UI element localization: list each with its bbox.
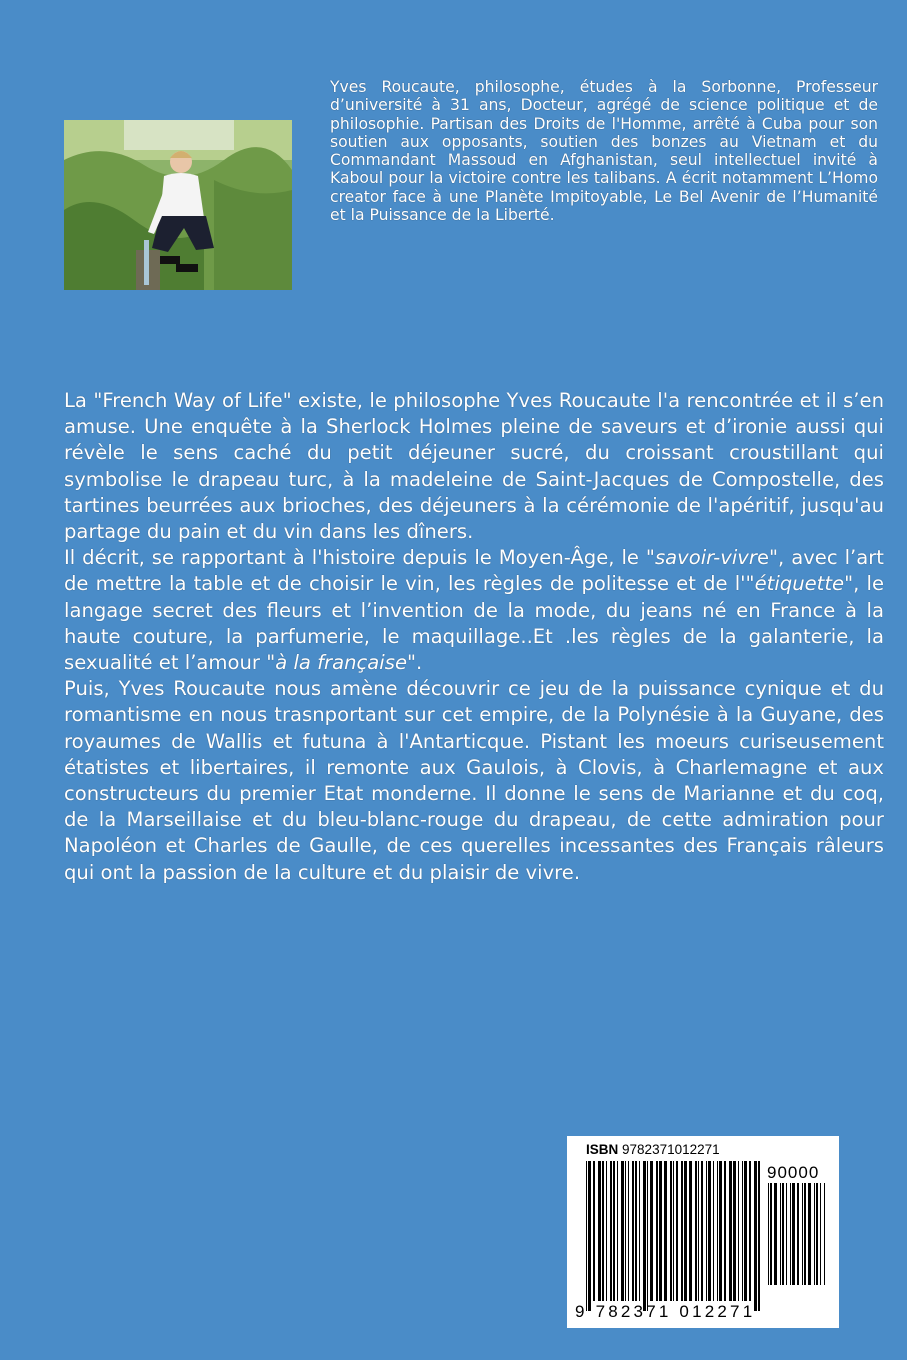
barcode-bar — [701, 1161, 703, 1301]
barcode-bar — [774, 1183, 777, 1285]
barcode-bar — [610, 1161, 612, 1301]
barcode-bar — [802, 1183, 803, 1285]
barcode-bar — [602, 1161, 604, 1301]
barcode-bar — [792, 1183, 795, 1285]
ean13-barcode — [586, 1161, 761, 1311]
barcode-bar — [659, 1161, 662, 1301]
barcode-bar — [639, 1161, 640, 1301]
barcode-bar — [689, 1161, 692, 1301]
author-bio: Yves Roucaute, philosophe, études à la Sorbonne, Professeur d’université à 31 ans, Docteur, agrégé de science politique et de philosophie. Partisan des Droits de l'Homme, arrêté à Cuba pour son soutien aux opposants, soutien des bonzes au Vietnam et du Commandant Massoud en Afghanistan, seul intellectuel invité à Kaboul pour la victoire contre les talibans. A écrit notamment L’Homo creator face à une Planète Impitoyable, Le Bel Avenir de l’Humanité et la Puissance de la Liberté. — [330, 78, 878, 225]
barcode-bar — [664, 1161, 667, 1301]
barcode-bar — [744, 1161, 747, 1301]
barcode-bar — [724, 1161, 726, 1301]
barcode-bar — [713, 1161, 714, 1301]
barcode-bar — [816, 1183, 818, 1285]
barcode-bar — [749, 1161, 751, 1301]
barcode-bar — [613, 1161, 615, 1301]
barcode-bar — [632, 1161, 634, 1301]
barcode-bar — [729, 1161, 732, 1301]
barcode-bar — [708, 1161, 711, 1301]
barcode-bar — [780, 1183, 781, 1285]
barcode-bar — [733, 1161, 736, 1301]
author-photo — [64, 120, 292, 290]
description-paragraph-3: Puis, Yves Roucaute nous amène découvrir ce jeu de la puissance cynique et du romantisme en nous trasnportant sur cet empire, de la Polynésie à la Guyane, des royaumes de Wallis et futuna à l'Antarticque. Pistant les moeurs curiseusement étatistes et libertaires, il remonte aux Gaulois, à Clovis, à Charlemagne et aux constructeurs du premier Etat monderne. Il donne le sens de Marianne et du coq, de la Marseillaise et du bleu-blanc-rouge du drapeau, de cette admiration pour Napoléon et Charles de Gaulle, de ces querelles incessantes des Français râleurs qui ont la passion de la culture et du plaisir de vivre. — [64, 677, 884, 884]
price-addon-barcode — [768, 1183, 828, 1303]
barcode-bar — [790, 1183, 791, 1285]
barcode-bar — [824, 1183, 825, 1285]
barcode-bar — [586, 1161, 587, 1311]
barcode-bar — [717, 1161, 718, 1301]
barcode-bar — [814, 1183, 815, 1285]
barcode-bar — [643, 1161, 646, 1311]
barcode-bar — [617, 1161, 618, 1301]
barcode-bar — [647, 1161, 648, 1311]
isbn-label: ISBN 9782371012271 — [586, 1142, 720, 1157]
barcode-bar — [820, 1183, 821, 1285]
barcode-bar — [670, 1161, 672, 1301]
description-paragraph-2: Il décrit, se rapportant à l'histoire depuis le Moyen-Âge, le "savoir-vivre", avec l’art de mettre la table et de choisir le vin, les règles de politesse et de l'"étiquette", le langage secret des fleurs et l’invention de la mode, du jeans né en France à la haute couture, la parfumerie, le maquillage..Et .les règles de la galanterie, la sexualité et l’amour "à la française". — [64, 546, 884, 675]
barcode-bar — [770, 1183, 772, 1285]
barcode-bar — [768, 1183, 769, 1285]
barcode-bar — [684, 1161, 687, 1301]
barcode-bar — [621, 1161, 624, 1301]
barcode-bar — [742, 1161, 743, 1301]
barcode-bar — [606, 1161, 607, 1301]
barcode-bar — [706, 1161, 707, 1301]
barcode-bar — [625, 1161, 626, 1301]
barcode-bar — [738, 1161, 739, 1301]
barcode-bar — [758, 1161, 760, 1311]
price-code: 90000 — [767, 1163, 820, 1182]
barcode-bar — [593, 1161, 595, 1301]
barcode-bar — [698, 1161, 699, 1301]
barcode-bar — [681, 1161, 683, 1301]
barcode-bar — [719, 1161, 722, 1301]
barcode-bar — [635, 1161, 637, 1301]
barcode-bar — [656, 1161, 658, 1301]
barcode-bar — [588, 1161, 591, 1311]
barcode-bar — [754, 1161, 757, 1311]
barcode-bar — [695, 1161, 697, 1301]
barcode-bar — [676, 1161, 678, 1301]
barcode-area — [567, 1136, 839, 1328]
barcode-bar — [673, 1161, 674, 1301]
barcode-bar — [650, 1161, 653, 1301]
barcode-bar — [786, 1183, 787, 1285]
barcode-bar — [628, 1161, 629, 1301]
description-paragraph-1: La "French Way of Life" existe, le philosophe Yves Roucaute l'a rencontrée et il s’en amuse. Une enquête à la Sherlock Holmes pleine de saveurs et d’ironie aussi qui révèle le sens caché du petit déjeuner sucré, du croissant croustillant qui symbolise le drapeau turc, à la madeleine de Saint-Jacques de Compostelle, des tartines beurrées aux brioches, des déjeuners à la cérémonie de l'apéritif, jusqu'au partage du pain et du vin dans les dîners. — [64, 389, 884, 544]
barcode-bar — [598, 1161, 601, 1301]
book-description — [64, 388, 884, 886]
barcode-bar — [797, 1183, 799, 1285]
barcode-digits: 9 782371 012271 — [575, 1302, 756, 1321]
barcode-bar — [808, 1183, 811, 1285]
barcode-bar — [804, 1183, 806, 1285]
barcode-bar — [782, 1183, 784, 1285]
